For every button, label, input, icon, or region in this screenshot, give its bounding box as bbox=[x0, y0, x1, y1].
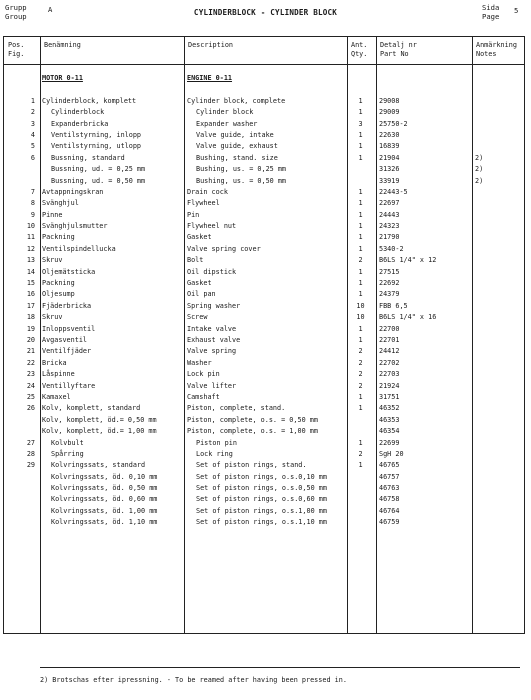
table-row bbox=[3, 96, 525, 107]
row-position: 9 bbox=[30, 210, 35, 219]
row-description: Bushing, us. = 0,25 mm bbox=[196, 165, 287, 174]
row-benamning: Kolvringssats, öd. 0,10 mm bbox=[51, 472, 158, 481]
row-description: Oil pan bbox=[187, 290, 216, 299]
row-part-number: 24412 bbox=[379, 347, 400, 356]
row-benamning: Cylinderblock, komplett bbox=[42, 96, 137, 105]
row-description: Piston, complete, stand. bbox=[187, 404, 286, 413]
row-benamning: Bussning, ud. = 0,50 mm bbox=[51, 176, 146, 185]
row-position: 14 bbox=[26, 267, 35, 276]
row-part-number: 22699 bbox=[379, 438, 400, 447]
table-row bbox=[3, 301, 525, 312]
row-part-number: 22697 bbox=[379, 199, 400, 208]
row-part-number: 46764 bbox=[379, 506, 400, 515]
row-position: 12 bbox=[26, 244, 35, 253]
row-part-number: 29009 bbox=[379, 108, 400, 117]
footnote-divider bbox=[40, 667, 520, 668]
row-position: 5 bbox=[30, 142, 35, 151]
row-description: Drain cock bbox=[187, 187, 228, 196]
row-part-number: 16839 bbox=[379, 142, 400, 151]
row-quantity: 1 bbox=[358, 142, 363, 151]
table-row bbox=[3, 438, 525, 449]
row-description: Bolt bbox=[187, 256, 204, 265]
table-row bbox=[3, 426, 525, 437]
row-position: 25 bbox=[26, 392, 35, 401]
table-row bbox=[3, 403, 525, 414]
table-row bbox=[3, 472, 525, 483]
row-note: 2) bbox=[475, 165, 484, 174]
row-quantity: 1 bbox=[358, 267, 363, 276]
row-quantity: 2 bbox=[358, 347, 363, 356]
row-part-number: 31751 bbox=[379, 392, 400, 401]
row-description: Flywheel bbox=[187, 199, 220, 208]
row-part-number: 25750-2 bbox=[379, 119, 408, 128]
row-part-number: 46352 bbox=[379, 404, 400, 413]
column-header-pos: Pos. Fig. bbox=[8, 41, 25, 58]
row-benamning: Kolv, komplett, öd.= 1,00 mm bbox=[42, 427, 157, 436]
row-benamning: Fjäderbricka bbox=[42, 301, 92, 310]
page-title: CYLINDERBLOCK - CYLINDER BLOCK bbox=[193, 8, 338, 17]
row-part-number: 46758 bbox=[379, 495, 400, 504]
row-quantity: 1 bbox=[358, 392, 363, 401]
row-description: Bushing, stand. size bbox=[196, 153, 278, 162]
row-position: 29 bbox=[26, 461, 35, 470]
page-footer bbox=[0, 634, 531, 700]
row-quantity: 1 bbox=[358, 324, 363, 333]
row-part-number: B6LS 1/4" x 16 bbox=[379, 313, 437, 322]
table-row bbox=[3, 517, 525, 528]
row-benamning: Ventilspindellucka bbox=[42, 244, 116, 253]
table-row bbox=[3, 483, 525, 494]
table-row bbox=[3, 107, 525, 118]
row-part-number: 22703 bbox=[379, 370, 400, 379]
row-quantity: 1 bbox=[358, 108, 363, 117]
row-position: 27 bbox=[26, 438, 35, 447]
row-description: Gasket bbox=[187, 279, 212, 288]
row-benamning: Oljemätsticka bbox=[42, 267, 96, 276]
row-quantity: 1 bbox=[358, 222, 363, 231]
row-position: 19 bbox=[26, 324, 35, 333]
row-benamning: Kolvringssats, standard bbox=[51, 461, 146, 470]
row-position: 8 bbox=[30, 199, 35, 208]
row-quantity: 1 bbox=[358, 210, 363, 219]
row-position: 28 bbox=[26, 449, 35, 458]
row-part-number: 22630 bbox=[379, 130, 400, 139]
row-part-number: FBB 6,5 bbox=[379, 301, 408, 310]
row-note: 2) bbox=[475, 153, 484, 162]
row-position: 16 bbox=[26, 290, 35, 299]
row-benamning: Skruv bbox=[42, 313, 63, 322]
row-part-number: 24379 bbox=[379, 290, 400, 299]
table-row bbox=[3, 244, 525, 255]
row-description: Piston, complete, o.s. = 0,50 mm bbox=[187, 415, 318, 424]
row-benamning: Oljesump bbox=[42, 290, 75, 299]
row-benamning: Packning bbox=[42, 233, 75, 242]
row-quantity: 1 bbox=[358, 279, 363, 288]
row-description: Valve lifter bbox=[187, 381, 237, 390]
column-header-part-no: Detalj nr Part No bbox=[380, 41, 417, 58]
row-part-number: 21790 bbox=[379, 233, 400, 242]
row-benamning: Bricka bbox=[42, 358, 67, 367]
table-row bbox=[3, 141, 525, 152]
row-description: Valve spring cover bbox=[187, 244, 261, 253]
row-benamning: Expanderbricka bbox=[51, 119, 109, 128]
row-benamning: Inloppsventil bbox=[42, 324, 96, 333]
row-quantity: 2 bbox=[358, 381, 363, 390]
row-part-number: 27515 bbox=[379, 267, 400, 276]
page-label-en: Page bbox=[482, 12, 500, 21]
row-position: 2 bbox=[30, 108, 35, 117]
row-quantity: 1 bbox=[358, 290, 363, 299]
row-quantity: 1 bbox=[358, 461, 363, 470]
footnote: 2) Brotschas efter ipressning. - To be reamed after having been pressed in. bbox=[40, 676, 347, 684]
row-description: Piston pin bbox=[196, 438, 237, 447]
table-row bbox=[3, 346, 525, 357]
table-row bbox=[3, 335, 525, 346]
row-position: 10 bbox=[26, 222, 35, 231]
parts-rows bbox=[3, 73, 525, 529]
row-benamning: Avgasventil bbox=[42, 335, 88, 344]
row-quantity: 1 bbox=[358, 187, 363, 196]
row-description: Pin bbox=[187, 210, 200, 219]
row-position: 21 bbox=[26, 347, 35, 356]
row-position: 13 bbox=[26, 256, 35, 265]
row-description: Bushing, us. = 0,50 mm bbox=[196, 176, 287, 185]
table-row bbox=[3, 232, 525, 243]
row-position: 24 bbox=[26, 381, 35, 390]
table-row bbox=[3, 221, 525, 232]
row-part-number: 29008 bbox=[379, 96, 400, 105]
row-quantity: 1 bbox=[358, 438, 363, 447]
row-position: 18 bbox=[26, 313, 35, 322]
row-benamning: Pinne bbox=[42, 210, 63, 219]
table-row bbox=[3, 84, 525, 95]
table-row bbox=[3, 312, 525, 323]
row-quantity: 1 bbox=[358, 96, 363, 105]
row-part-number: 21904 bbox=[379, 153, 400, 162]
row-benamning: Ventilstyrning, utlopp bbox=[51, 142, 142, 151]
row-part-number: 22443-5 bbox=[379, 187, 408, 196]
row-benamning: Bussning, ud. = 0,25 mm bbox=[51, 165, 146, 174]
table-row bbox=[3, 358, 525, 369]
row-description: Intake valve bbox=[187, 324, 237, 333]
row-benamning: Svänghjul bbox=[42, 199, 79, 208]
row-quantity: 2 bbox=[358, 370, 363, 379]
row-part-number: 5340-2 bbox=[379, 244, 404, 253]
table-row bbox=[3, 415, 525, 426]
row-description: Cylinder block bbox=[196, 108, 254, 117]
table-row bbox=[3, 289, 525, 300]
row-description: Flywheel nut bbox=[187, 222, 237, 231]
row-benamning: Kolv, komplett, standard bbox=[42, 404, 141, 413]
row-benamning: Kolvbult bbox=[51, 438, 84, 447]
row-position: 17 bbox=[26, 301, 35, 310]
row-description: Exhaust valve bbox=[187, 335, 241, 344]
row-description: Lock ring bbox=[196, 449, 233, 458]
section-heading-row bbox=[3, 73, 525, 84]
row-position: 6 bbox=[30, 153, 35, 162]
row-benamning: Spårring bbox=[51, 449, 84, 458]
row-part-number: 46759 bbox=[379, 518, 400, 527]
row-description: Camshaft bbox=[187, 392, 220, 401]
row-quantity: 2 bbox=[358, 256, 363, 265]
row-description: Set of piston rings, o.s.1,00 mm bbox=[196, 506, 327, 515]
row-description: Cylinder block, complete bbox=[187, 96, 286, 105]
table-row bbox=[3, 153, 525, 164]
group-value: A bbox=[48, 5, 53, 14]
row-benamning: Kolvringssats, öd. 0,50 mm bbox=[51, 484, 158, 493]
table-row bbox=[3, 198, 525, 209]
table-row bbox=[3, 255, 525, 266]
row-description: Piston, complete, o.s. = 1,00 mm bbox=[187, 427, 318, 436]
row-description: Oil dipstick bbox=[187, 267, 237, 276]
row-description: Valve spring bbox=[187, 347, 237, 356]
column-header-qty: Ant. Qty. bbox=[351, 41, 368, 58]
row-part-number: 46765 bbox=[379, 461, 400, 470]
row-note: 2) bbox=[475, 176, 484, 185]
row-benamning: Låspinne bbox=[42, 370, 75, 379]
row-position: 7 bbox=[30, 187, 35, 196]
table-row bbox=[3, 392, 525, 403]
row-part-number: 24443 bbox=[379, 210, 400, 219]
row-position: 4 bbox=[30, 130, 35, 139]
row-benamning: MOTOR 0-11 bbox=[42, 74, 83, 82]
row-description: Set of piston rings, stand. bbox=[196, 461, 307, 470]
row-part-number: 31326 bbox=[379, 165, 400, 174]
row-benamning: Packning bbox=[42, 279, 75, 288]
column-header-description: Description bbox=[188, 41, 234, 49]
row-quantity: 1 bbox=[358, 153, 363, 162]
row-description: Gasket bbox=[187, 233, 212, 242]
row-position: 3 bbox=[30, 119, 35, 128]
row-benamning: Cylinderblock bbox=[51, 108, 105, 117]
row-position: 11 bbox=[26, 233, 35, 242]
row-description: Set of piston rings, o.s.0,50 mm bbox=[196, 484, 327, 493]
row-part-number: 46757 bbox=[379, 472, 400, 481]
table-row bbox=[3, 324, 525, 335]
row-part-number: 33919 bbox=[379, 176, 400, 185]
row-quantity: 1 bbox=[358, 404, 363, 413]
table-row bbox=[3, 381, 525, 392]
table-row bbox=[3, 164, 525, 175]
row-quantity: 10 bbox=[356, 313, 365, 322]
table-row bbox=[3, 267, 525, 278]
row-quantity: 3 bbox=[358, 119, 363, 128]
table-row bbox=[3, 210, 525, 221]
row-part-number: 46354 bbox=[379, 427, 400, 436]
row-description: Set of piston rings, o.s.1,10 mm bbox=[196, 518, 327, 527]
row-part-number: 22702 bbox=[379, 358, 400, 367]
row-part-number: 22692 bbox=[379, 279, 400, 288]
table-row bbox=[3, 176, 525, 187]
row-description: Set of piston rings, o.s.0,10 mm bbox=[196, 472, 327, 481]
page-label-sv: Sida bbox=[482, 3, 500, 12]
table-row bbox=[3, 119, 525, 130]
row-part-number: 22700 bbox=[379, 324, 400, 333]
row-quantity: 2 bbox=[358, 449, 363, 458]
group-label-sv: Grupp bbox=[5, 3, 27, 12]
row-quantity: 1 bbox=[358, 233, 363, 242]
row-benamning: Avtappningskran bbox=[42, 187, 104, 196]
row-description: Expander washer bbox=[196, 119, 258, 128]
row-part-number: B6LS 1/4" x 12 bbox=[379, 256, 437, 265]
group-label-en: Group bbox=[5, 12, 27, 21]
column-header-benamning: Benämning bbox=[44, 41, 81, 49]
row-description: Valve guide, exhaust bbox=[196, 142, 278, 151]
row-position: 1 bbox=[30, 96, 35, 105]
table-row bbox=[3, 278, 525, 289]
row-benamning: Bussning, standard bbox=[51, 153, 125, 162]
row-description: Valve guide, intake bbox=[196, 130, 274, 139]
row-description: ENGINE 0-11 bbox=[187, 74, 233, 82]
row-position: 20 bbox=[26, 335, 35, 344]
row-benamning: Kolvringssats, öd. 1,00 mm bbox=[51, 506, 158, 515]
row-position: 22 bbox=[26, 358, 35, 367]
table-row bbox=[3, 494, 525, 505]
row-description: Spring washer bbox=[187, 301, 241, 310]
row-position: 26 bbox=[26, 404, 35, 413]
row-description: Washer bbox=[187, 358, 212, 367]
table-row bbox=[3, 130, 525, 141]
row-position: 23 bbox=[26, 370, 35, 379]
table-row bbox=[3, 506, 525, 517]
row-quantity: 1 bbox=[358, 244, 363, 253]
row-description: Lock pin bbox=[187, 370, 220, 379]
table-row bbox=[3, 187, 525, 198]
row-quantity: 1 bbox=[358, 130, 363, 139]
row-quantity: 1 bbox=[358, 335, 363, 344]
row-benamning: Ventilfjäder bbox=[42, 347, 92, 356]
page-number: 5 bbox=[514, 6, 519, 15]
row-benamning: Kolvringssats, öd. 1,10 mm bbox=[51, 518, 158, 527]
row-benamning: Ventillyftare bbox=[42, 381, 96, 390]
table-row bbox=[3, 369, 525, 380]
row-description: Set of piston rings, o.s.0,60 mm bbox=[196, 495, 327, 504]
row-part-number: SgH 20 bbox=[379, 449, 404, 458]
row-description: Screw bbox=[187, 313, 208, 322]
row-quantity: 10 bbox=[356, 301, 365, 310]
row-benamning: Skruv bbox=[42, 256, 63, 265]
row-quantity: 1 bbox=[358, 199, 363, 208]
row-part-number: 46353 bbox=[379, 415, 400, 424]
row-part-number: 21924 bbox=[379, 381, 400, 390]
row-benamning: Kolv, komplett, öd.= 0,50 mm bbox=[42, 415, 157, 424]
row-part-number: 22701 bbox=[379, 335, 400, 344]
row-benamning: Ventilstyrning, inlopp bbox=[51, 130, 142, 139]
page-header bbox=[0, 0, 531, 36]
column-header-notes: Anmärkning Notes bbox=[476, 41, 517, 58]
row-benamning: Kamaxel bbox=[42, 392, 71, 401]
table-row bbox=[3, 460, 525, 471]
row-benamning: Kolvringssats, öd. 0,60 mm bbox=[51, 495, 158, 504]
row-part-number: 46763 bbox=[379, 484, 400, 493]
row-part-number: 24323 bbox=[379, 222, 400, 231]
row-quantity: 2 bbox=[358, 358, 363, 367]
row-position: 15 bbox=[26, 279, 35, 288]
row-benamning: Svänghjulsmutter bbox=[42, 222, 108, 231]
header-divider bbox=[4, 64, 524, 65]
table-row bbox=[3, 449, 525, 460]
